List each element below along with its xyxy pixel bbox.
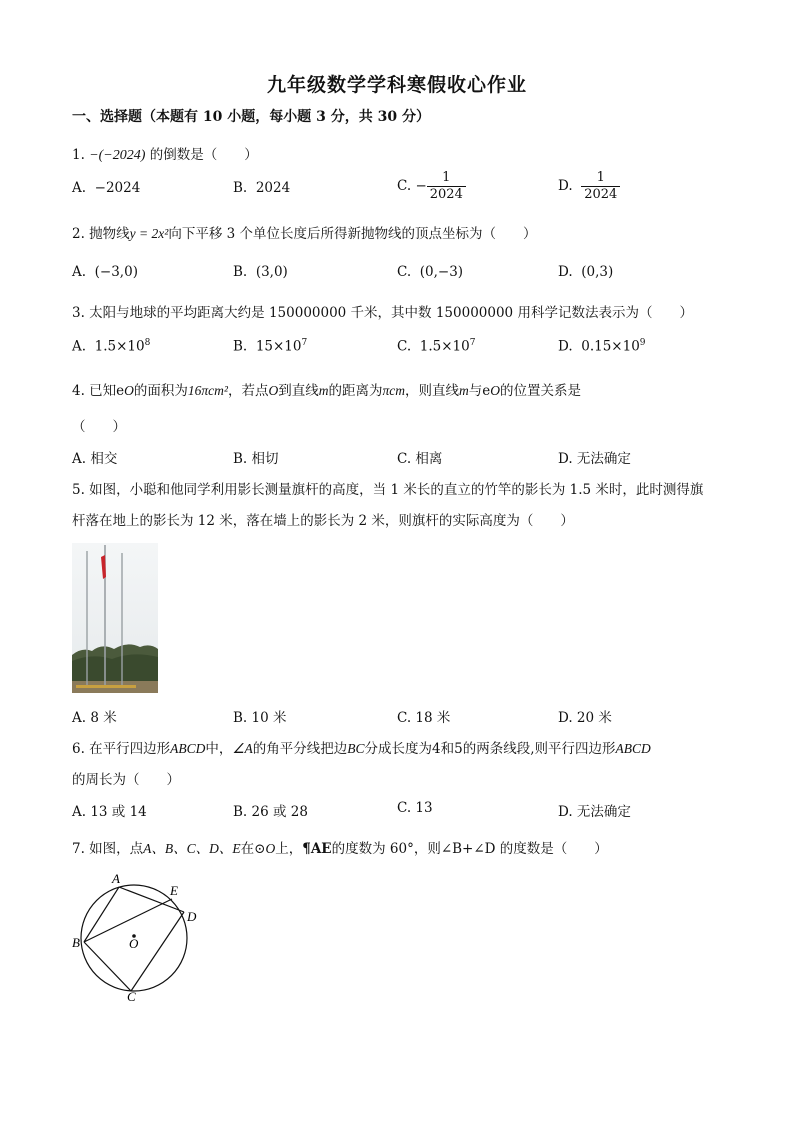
q2-expression: y = 2x² — [129, 226, 169, 241]
q4-options — [72, 447, 732, 471]
label-d: D — [187, 909, 197, 924]
photo-ground-strip — [76, 685, 136, 688]
q4-option-a[interactable]: A. 相交 — [72, 451, 118, 467]
question-2 — [72, 222, 537, 242]
q4-option-b[interactable]: B. 相切 — [233, 451, 279, 467]
question-5-line-1: 5. 如图，小聪和他同学利用影长测量旗杆的高度，当 1 米长的直立的竹竿的影长为 1.5 米时，此时测得旗 — [72, 482, 704, 498]
q1-text: 的倒数是（ ） — [149, 147, 258, 163]
q1-option-d[interactable]: D. $\frac{1}{2024}$ — [558, 170, 620, 203]
q3-options — [72, 338, 732, 362]
section-heading: 一、选择题（本题有 10 小题，每小题 3 分，共 30 分） — [72, 109, 430, 125]
label-e: E — [170, 883, 178, 898]
q2-text-pre: 2. 抛物线 — [72, 226, 130, 242]
q2-option-b[interactable]: B. (3,0) — [233, 264, 288, 280]
label-o: O — [129, 936, 139, 951]
q4-option-d[interactable]: D. 无法确定 — [558, 451, 631, 467]
q5-option-c[interactable]: C. 18 米 — [397, 710, 451, 726]
flagpole-photo — [72, 543, 158, 693]
question-6-line-2: 的周长为（ ） — [72, 772, 180, 788]
question-3: 3. 太阳与地球的平均距离大约是 150000000 千米，其中数 150000000 用科学记数法表示为（ ） — [72, 305, 693, 321]
question-7: 7. 如图，点A、B、C、D、E在⊙O上，¶AE的度数为 60°，则∠B+∠D 的度数是（ ） — [72, 841, 608, 857]
q6-option-c[interactable]: C. 13 — [397, 800, 433, 816]
q3-option-d[interactable]: D. $0.15\times 10^9$ — [558, 338, 646, 355]
q4-option-c[interactable]: C. 相离 — [397, 451, 443, 467]
q5-option-d[interactable]: D. 20 米 — [558, 710, 612, 726]
q2-text-post: 向下平移 3 个单位长度后所得新抛物线的顶点坐标为（ ） — [168, 226, 537, 242]
circle-figure — [72, 870, 204, 1004]
q1-expression: −(−2024) — [89, 148, 146, 163]
q1-number: 1. — [72, 147, 85, 163]
q1-option-b[interactable]: B. 2024 — [233, 180, 291, 196]
question-5-line-2: 杆落在地上的影长为 12 米，落在墙上的影长为 2 米，则旗杆的实际高度为（ ） — [72, 513, 574, 529]
question-1 — [72, 143, 258, 164]
q5-option-b[interactable]: B. 10 米 — [233, 710, 287, 726]
q2-options — [72, 264, 732, 288]
q2-option-d[interactable]: D. (0,3) — [558, 264, 614, 280]
q6-options — [72, 800, 732, 824]
label-a: A — [112, 871, 120, 886]
question-4: 4. 已知eO的面积为16πcm²，若点O到直线m的距离为πcm，则直线m与eO的位置关系是 — [72, 383, 581, 399]
q6-option-b[interactable]: B. 26 或 28 — [233, 804, 308, 820]
q3-option-a[interactable]: A. $1.5\times 10^8$ — [72, 338, 151, 355]
photo-trees-dark — [72, 654, 158, 683]
question-6-line-1: 6. 在平行四边形ABCD中，∠A的角平分线把边BC分成长度为4和5的两条线段,则平行四边形ABCD — [72, 741, 651, 757]
page-title: 九年级数学学科寒假收心作业 — [266, 74, 527, 96]
q6-option-d[interactable]: D. 无法确定 — [558, 804, 631, 820]
q4-answer-paren: （ ） — [72, 419, 126, 435]
q6-option-a[interactable]: A. 13 或 14 — [72, 804, 147, 820]
q5-option-a[interactable]: A. 8 米 — [72, 710, 117, 726]
q3-option-b[interactable]: B. $15\times 10^7$ — [233, 338, 308, 355]
arc-ae-symbol: ¶AE — [302, 841, 332, 857]
segment-cd — [131, 912, 184, 991]
q1-option-c[interactable]: C. − $\frac{1}{2024}$ — [397, 170, 466, 203]
q3-option-c[interactable]: C. $1.5\times 10^7$ — [397, 338, 476, 355]
q1-options — [72, 170, 732, 204]
q2-option-a[interactable]: A. (−3,0) — [72, 264, 138, 280]
q2-option-c[interactable]: C. (0,−3) — [397, 264, 464, 280]
label-c: C — [127, 989, 136, 1004]
label-b: B — [72, 935, 80, 950]
q5-options — [72, 706, 732, 730]
q1-option-a[interactable]: A. −2024 — [72, 180, 141, 196]
